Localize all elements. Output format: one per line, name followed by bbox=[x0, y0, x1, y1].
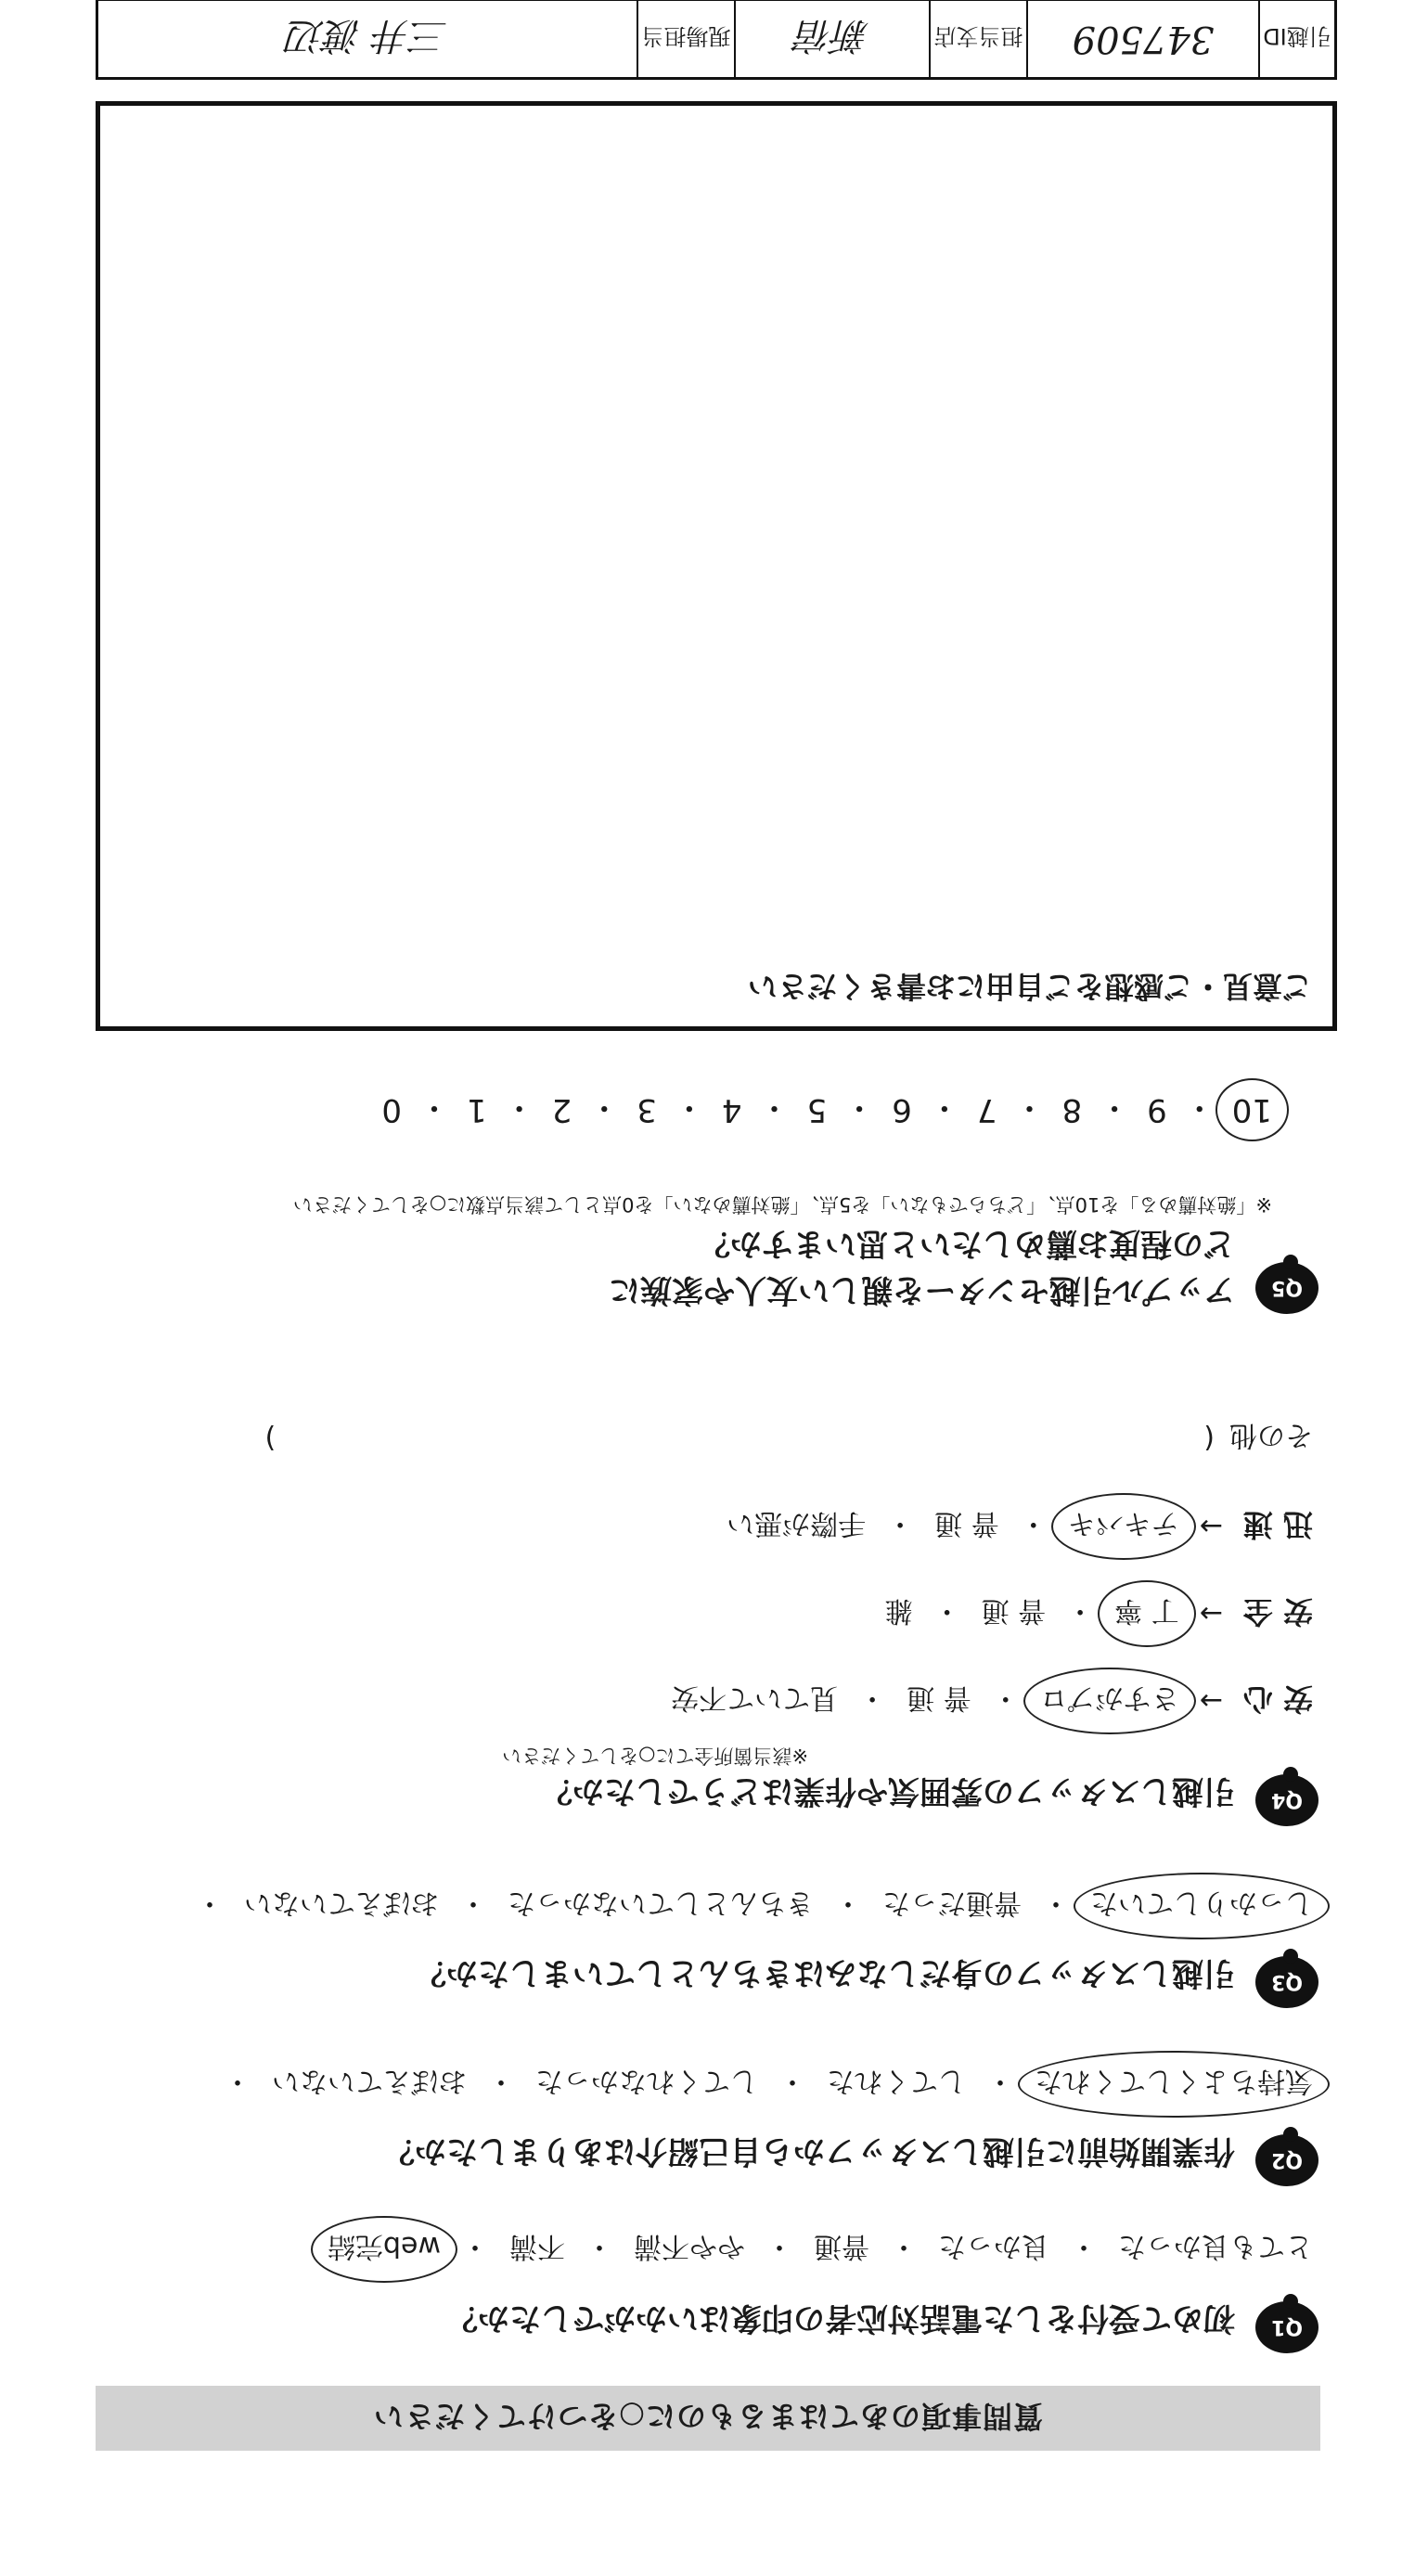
q5-text-line1: アップル引越センターを親しい友人や家族に bbox=[609, 1271, 1235, 1308]
q4-option[interactable]: 普 通 bbox=[981, 1594, 1047, 1627]
q5-score[interactable]: 5 bbox=[806, 1091, 828, 1129]
q5-score[interactable]: 1 bbox=[466, 1091, 487, 1129]
q3-options: しっかりしていた ・ 普通だった ・ きちんとしていなかった ・ おぼえていない ・ bbox=[175, 1886, 1313, 1926]
q5-note: ※「絶対薦める」を10点、「どちらでもない」を5点、「絶対薦めない」を0点として該当点数に○をしてください bbox=[292, 1193, 1272, 1216]
comment-box[interactable] bbox=[96, 101, 1337, 1031]
arrow-right-icon: → bbox=[1199, 1510, 1223, 1543]
q4-other-row: その他 ( ) bbox=[162, 1418, 1313, 1459]
q5-score-scale: 10 ・ 9 ・ 8 ・ 7 ・ 6 ・ 5 ・ 4 ・ 3 ・ 2 ・ 1 ・ 0 bbox=[381, 1088, 1272, 1129]
q2-option-selected[interactable]: 気持ちよくしてくれた bbox=[1035, 2064, 1313, 2105]
arrow-right-icon: → bbox=[1199, 1597, 1223, 1630]
q5-score[interactable]: 2 bbox=[551, 1091, 572, 1129]
branch-label: 担当支店 bbox=[931, 1, 1028, 77]
q5-score[interactable]: 0 bbox=[381, 1091, 402, 1129]
q3-text: 引越しスタッフの身だしなみはきちんとしていましたか？ bbox=[415, 1954, 1235, 1991]
q1-option-selected[interactable]: web完結 bbox=[328, 2229, 441, 2270]
q5-score-selected[interactable]: 10 bbox=[1231, 1091, 1272, 1129]
q4-note: ※該当箇所全てに○をしてください bbox=[502, 1745, 808, 1767]
q3-option[interactable]: おぼえていない bbox=[244, 1887, 439, 1919]
instructions-header: 質問事項のあてはまるものに○をつけてください bbox=[96, 2386, 1320, 2451]
arrow-right-icon: → bbox=[1199, 1684, 1223, 1718]
q5-text-line2: どの程度お薦めしたいと思いますか？ bbox=[699, 1225, 1235, 1262]
q5-score[interactable]: 8 bbox=[1061, 1091, 1083, 1129]
q1-text: 初めて受付をした電話対応者の印象はいかがでしたか？ bbox=[446, 2299, 1235, 2337]
q1-option[interactable]: やや不満 bbox=[634, 2230, 745, 2262]
q4-row-label: 迅 速 bbox=[1242, 1507, 1313, 1542]
q4-text: 引越しスタッフの雰囲気や作業はどうでしたか？ bbox=[541, 1772, 1235, 1810]
q1-badge: Q1 bbox=[1254, 2296, 1318, 2353]
q2-option[interactable]: してくれなかった bbox=[535, 2065, 758, 2097]
q5-score[interactable]: 4 bbox=[721, 1091, 742, 1129]
site-lead-value: 三井 渡辺 bbox=[98, 1, 638, 77]
move-id-value: 347509 bbox=[1028, 1, 1260, 77]
q5-score[interactable]: 6 bbox=[892, 1091, 912, 1129]
q3-option-selected[interactable]: しっかりしていた bbox=[1090, 1886, 1313, 1926]
q4-row-anzen: 安 全 → 丁 寧 ・ 普 通 ・ 雑 bbox=[885, 1592, 1313, 1635]
q4-row-label: 安 全 bbox=[1242, 1594, 1313, 1629]
q5-score[interactable]: 7 bbox=[976, 1091, 997, 1129]
q1-option[interactable]: とても良かった bbox=[1118, 2230, 1313, 2262]
q5-score[interactable]: 9 bbox=[1147, 1091, 1167, 1129]
q4-option[interactable]: 普 通 bbox=[907, 1681, 971, 1714]
q4-option-selected[interactable]: さすがプロ bbox=[1040, 1681, 1179, 1721]
q4-row-jinsoku: 迅 速 → テキパキ ・ 普 通 ・ 手際が悪い bbox=[727, 1505, 1313, 1548]
q5-badge: Q5 bbox=[1254, 1256, 1318, 1314]
q3-badge: Q3 bbox=[1254, 1951, 1318, 2008]
q2-options: 気持ちよくしてくれた ・ してくれた ・ してくれなかった ・ おぼえていない ・ bbox=[203, 2064, 1313, 2105]
staff-info-table bbox=[96, 0, 1337, 80]
comment-box-title: ご意見・ご感想をご自由にお書きください bbox=[747, 969, 1312, 1004]
site-lead-label: 現場担当 bbox=[638, 1, 736, 77]
q4-row-label: 安 心 bbox=[1242, 1681, 1313, 1717]
move-id-label: 引越ID bbox=[1263, 23, 1331, 50]
q4-option[interactable]: 手際が悪い bbox=[727, 1507, 867, 1539]
q2-text: 作業開始前に引越しスタッフから自己紹介はありましたか？ bbox=[383, 2132, 1235, 2170]
q4-other-label: その他 bbox=[1229, 1419, 1313, 1451]
q4-option[interactable]: 普 通 bbox=[934, 1507, 999, 1539]
q4-row-anshin: 安 心 → さすがプロ ・ 普 通 ・ 見ていて不安 bbox=[671, 1680, 1313, 1722]
q3-option[interactable]: 普通だった bbox=[882, 1887, 1022, 1919]
q4-option-selected[interactable]: 丁 寧 bbox=[1114, 1593, 1179, 1634]
q5-score[interactable]: 3 bbox=[637, 1091, 657, 1129]
branch-value: 新宿 bbox=[736, 1, 931, 77]
q1-option[interactable]: 良かった bbox=[938, 2230, 1049, 2262]
q3-option[interactable]: きちんとしていなかった bbox=[508, 1887, 814, 1919]
q2-badge: Q2 bbox=[1254, 2129, 1318, 2186]
q4-option[interactable]: 見ていて不安 bbox=[671, 1681, 839, 1714]
q4-badge: Q4 bbox=[1254, 1769, 1318, 1826]
q2-option[interactable]: してくれた bbox=[827, 2065, 966, 2097]
q4-option[interactable]: 雑 bbox=[884, 1594, 913, 1627]
q1-option[interactable]: 普通 bbox=[814, 2230, 869, 2262]
q2-option[interactable]: おぼえていない bbox=[272, 2065, 467, 2097]
q4-option-selected[interactable]: テキパキ bbox=[1068, 1506, 1179, 1547]
q1-options: とても良かった ・ 良かった ・ 普通 ・ やや不満 ・ 不満 ・ web完結 bbox=[328, 2229, 1313, 2270]
q1-option[interactable]: 不満 bbox=[509, 2230, 565, 2262]
